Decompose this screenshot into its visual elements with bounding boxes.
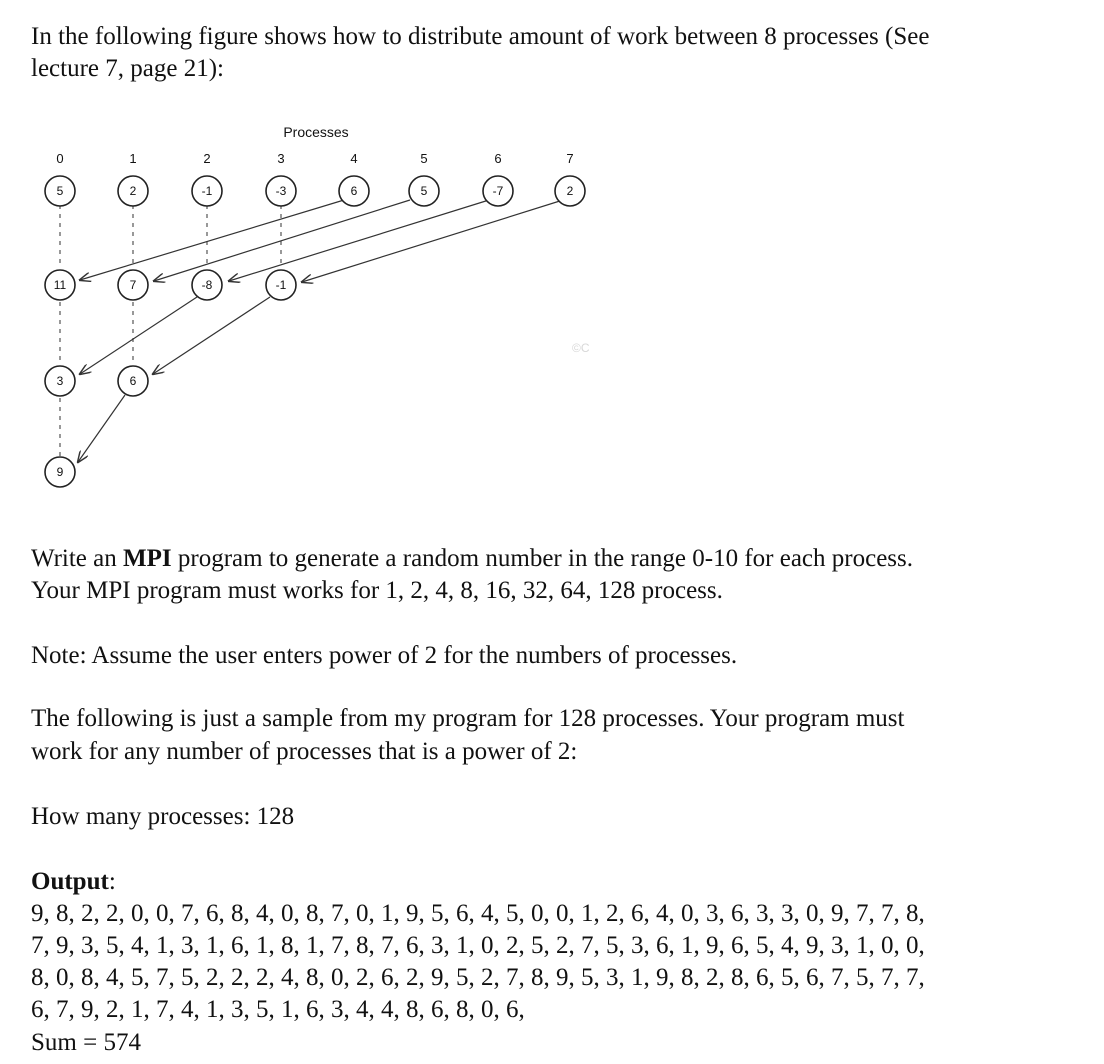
- node-value: 6: [350, 184, 358, 198]
- note-line: Note: Assume the user enters power of 2 for the numbers of processes.: [31, 642, 738, 669]
- node-level0-7: [555, 176, 585, 206]
- reduction-tree-figure: [0, 0, 1104, 500]
- output-colon: :: [108, 868, 116, 895]
- watermark: ©C: [572, 341, 590, 355]
- node-level1-3: [266, 270, 296, 300]
- node-value: 5: [56, 184, 64, 198]
- node-level0-5: [409, 176, 439, 206]
- node-value: -8: [201, 278, 213, 292]
- process-number-4: 4: [350, 151, 358, 166]
- node-level1-2: [192, 270, 222, 300]
- process-number-2: 2: [203, 151, 211, 166]
- node-level0-6: [483, 176, 513, 206]
- node-level0-0: [45, 176, 75, 206]
- node-level0-2: [192, 176, 222, 206]
- node-level2-1: [118, 366, 148, 396]
- process-number-7: 7: [566, 151, 574, 166]
- process-number-5: 5: [420, 151, 428, 166]
- node-value: 7: [129, 278, 137, 292]
- task-line-2: Your MPI program must works for 1, 2, 4, 8, 16, 32, 64, 128 process.: [31, 577, 723, 604]
- output-label: Output: [31, 868, 109, 895]
- task-line-1: [31, 543, 913, 575]
- process-number-1: 1: [129, 151, 137, 166]
- node-value: 2: [566, 184, 574, 198]
- node-level1-1: [118, 270, 148, 300]
- node-level0-1: [118, 176, 148, 206]
- output-line-3: 8, 0, 8, 4, 5, 7, 5, 2, 2, 2, 4, 8, 0, 2, 6, 2, 9, 5, 2, 7, 8, 9, 5, 3, 1, 9, 8, 2, 8, 6, 5, 6, 7, 5, 7, 7,: [31, 964, 925, 991]
- node-value: -1: [201, 184, 213, 198]
- output-sum: Sum = 574: [31, 1029, 141, 1056]
- task-line-1-bold: MPI: [123, 545, 172, 572]
- prompt-line: How many processes: 128: [31, 803, 295, 830]
- arrow-5-to-1: [154, 200, 410, 281]
- node-level2-0: [45, 366, 75, 396]
- intro-line-1: In the following figure shows how to distribute amount of work between 8 processes (See: [31, 23, 930, 50]
- arrow-2-to-0: [80, 297, 197, 374]
- arrow-4-to-0: [80, 200, 344, 280]
- node-level0-3: [266, 176, 296, 206]
- arrow-3-to-1: [153, 297, 270, 374]
- arrow-7-to-3: [302, 200, 563, 282]
- task-line-1-post: program to generate a random number in the range 0-10 for each process.: [171, 545, 913, 572]
- node-level1-0: [45, 270, 75, 300]
- process-number-0: 0: [56, 151, 64, 166]
- node-value: 9: [56, 465, 64, 479]
- output-line-2: 7, 9, 3, 5, 4, 1, 3, 1, 6, 1, 8, 1, 7, 8, 7, 6, 3, 1, 0, 2, 5, 2, 7, 5, 3, 6, 1, 9, 6, 5, 4, 9, 3, 1, 0, 0,: [31, 932, 925, 959]
- node-value: -7: [492, 184, 504, 198]
- node-value: 5: [420, 184, 428, 198]
- node-value: 3: [56, 374, 64, 388]
- process-number-3: 3: [277, 151, 285, 166]
- arrow-1-to-0: [78, 395, 125, 462]
- intro-line-2: lecture 7, page 21):: [31, 55, 224, 82]
- node-level3-0: [45, 457, 75, 487]
- output-heading: [31, 866, 116, 898]
- sample-line-2: work for any number of processes that is a power of 2:: [31, 738, 578, 765]
- node-value: -3: [275, 184, 287, 198]
- node-value: 6: [129, 374, 137, 388]
- node-value: -1: [275, 278, 287, 292]
- process-number-6: 6: [494, 151, 502, 166]
- output-line-1: 9, 8, 2, 2, 0, 0, 7, 6, 8, 4, 0, 8, 7, 0, 1, 9, 5, 6, 4, 5, 0, 0, 1, 2, 6, 4, 0, 3, 6, 3, 3, 0, 9, 7, 7, 8,: [31, 900, 925, 927]
- node-level0-4: [339, 176, 369, 206]
- arrow-6-to-2: [229, 200, 489, 281]
- figure-title: Processes: [283, 124, 349, 140]
- output-line-4: 6, 7, 9, 2, 1, 7, 4, 1, 3, 5, 1, 6, 3, 4, 4, 8, 6, 8, 0, 6,: [31, 996, 525, 1023]
- node-value: 11: [53, 278, 67, 292]
- task-line-1-pre: Write an: [31, 545, 124, 572]
- sample-line-1: The following is just a sample from my program for 128 processes. Your program must: [31, 705, 905, 732]
- node-value: 2: [129, 184, 137, 198]
